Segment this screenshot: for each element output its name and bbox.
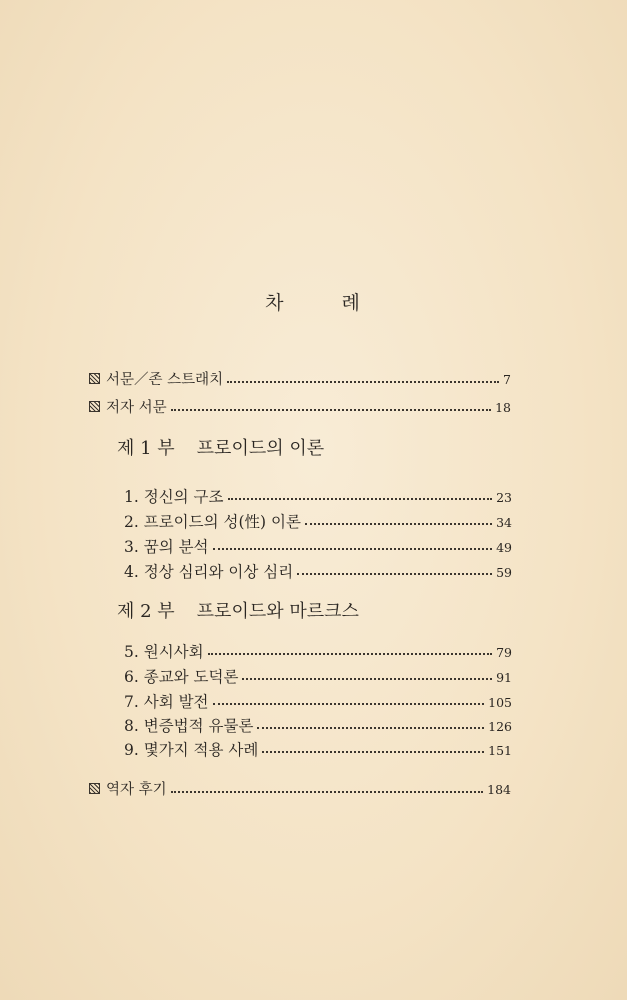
toc-entry-label: 4. 정상 심리와 이상 심리: [124, 563, 294, 581]
part-number: 제 1 부: [117, 438, 175, 459]
leader-dots: [305, 523, 492, 525]
leader-dots: [213, 703, 485, 705]
toc-entry-chapter-2: [124, 510, 512, 532]
toc-entry-chapter-1: [124, 485, 512, 507]
toc-entry-label: 저자 서문: [106, 400, 167, 416]
toc-entry-chapter-7: [124, 690, 512, 712]
toc-entry-page: 23: [496, 490, 512, 505]
leader-dots: [297, 573, 492, 575]
toc-entry-page: 126: [488, 719, 512, 734]
toc-entry-author-preface: [89, 396, 511, 417]
part-heading-1: [117, 434, 324, 460]
toc-entry-label: 서문／존 스트래치: [106, 372, 224, 388]
leader-dots: [171, 409, 491, 411]
leader-dots: [228, 498, 493, 500]
toc-entry-page: 79: [496, 645, 512, 660]
toc-title: 차 례: [265, 292, 386, 314]
toc-entry-page: 151: [488, 743, 512, 758]
toc-entry-chapter-9: [124, 738, 512, 760]
hatched-square-icon: [89, 783, 100, 794]
toc-entry-label: 5. 원시사회: [124, 643, 204, 661]
toc-entry-page: 105: [488, 695, 512, 710]
toc-entry-page: 18: [495, 400, 511, 415]
toc-entry-page: 49: [496, 540, 512, 555]
leader-dots: [213, 548, 493, 550]
toc-entry-chapter-8: [124, 714, 512, 736]
leader-dots: [171, 791, 484, 793]
hatched-square-icon: [89, 373, 100, 384]
toc-entry-page: 91: [496, 670, 512, 685]
toc-entry-label: 1. 정신의 구조: [124, 488, 224, 506]
part-number: 제 2 부: [117, 601, 175, 622]
toc-entry-label: 3. 꿈의 분석: [124, 538, 209, 556]
toc-entry-label: 7. 사회 발전: [124, 693, 209, 711]
toc-entry-label: 8. 변증법적 유물론: [124, 717, 254, 735]
toc-entry-page: 34: [496, 515, 512, 530]
part-title: 프로이드와 마르크스: [196, 601, 359, 622]
hatched-square-icon: [89, 401, 100, 412]
toc-entry-preface-strachey: [89, 368, 511, 389]
leader-dots: [262, 751, 484, 753]
toc-entry-label: 6. 종교와 도덕론: [124, 668, 239, 686]
leader-dots: [242, 678, 492, 680]
toc-entry-label: 9. 몇가지 적용 사례: [124, 741, 259, 759]
leader-dots: [227, 381, 499, 383]
toc-entry-page: 7: [503, 372, 511, 387]
part-heading-2: [117, 597, 359, 623]
toc-entry-page: 59: [496, 565, 512, 580]
part-title: 프로이드의 이론: [196, 438, 325, 459]
toc-entry-chapter-6: [124, 665, 512, 687]
toc-entry-translator-afterword: [89, 778, 511, 799]
toc-entry-chapter-3: [124, 535, 512, 557]
leader-dots: [257, 727, 484, 729]
toc-entry-label: 2. 프로이드의 성(性) 이론: [124, 513, 301, 531]
toc-entry-label: 역자 후기: [106, 782, 167, 798]
toc-entry-chapter-4: [124, 560, 512, 582]
toc-entry-chapter-5: [124, 640, 512, 662]
toc-entry-page: 184: [487, 782, 511, 797]
leader-dots: [208, 653, 492, 655]
